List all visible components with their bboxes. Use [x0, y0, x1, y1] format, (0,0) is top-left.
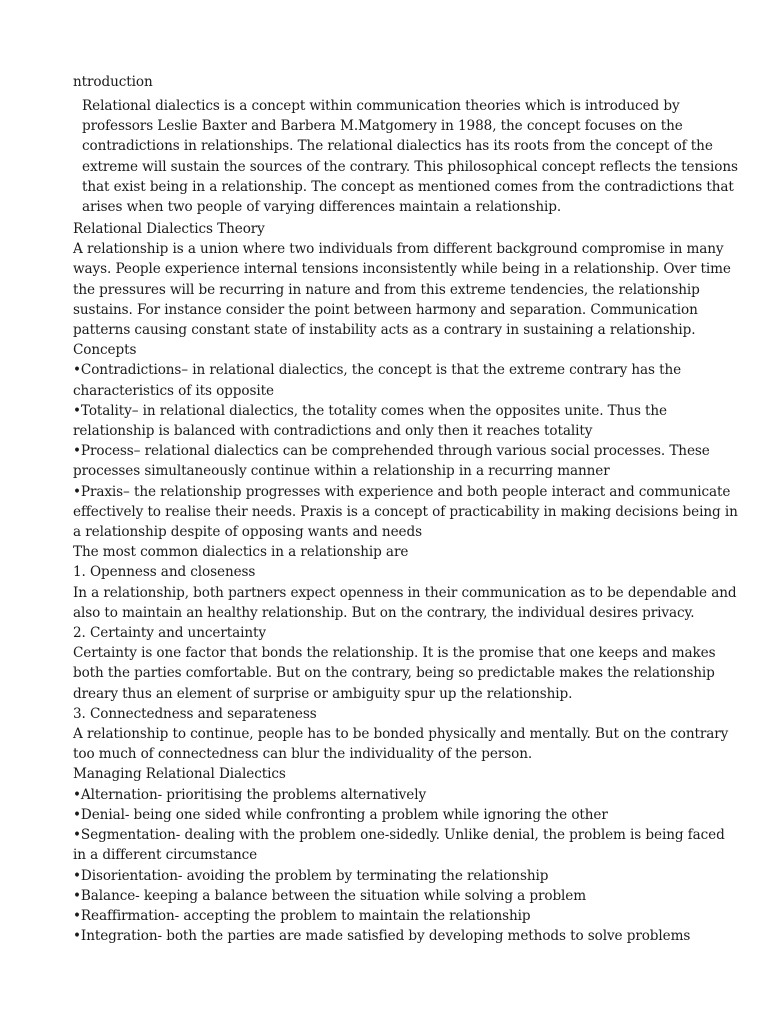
intro-line: contradictions in relationships. The relational dialectics has its roots from the concept of the [82, 138, 713, 155]
body-line: 2. Certainty and uncertainty [73, 625, 266, 642]
body-line: •Alternation- prioritising the problems alternatively [73, 786, 427, 803]
body-line: dreary thus an element of surprise or ambiguity spur up the relationship. [73, 685, 573, 702]
body-line: A relationship is a union where two individuals from different background compromise in many [73, 241, 724, 258]
body-line: relationship is balanced with contradictions and only then it reaches totality [73, 423, 593, 440]
body-line: effectively to realise their needs. Praxis is a concept of practicability in making decisions being in [73, 503, 738, 520]
intro-line: extreme will sustain the sources of the contrary. This philosophical concept reflects the tensions [82, 158, 738, 175]
intro-line: that exist being in a relationship. The concept as mentioned comes from the contradictions that [82, 178, 734, 195]
body-line: •Disorientation- avoiding the problem by terminating the relationship [73, 867, 549, 884]
body-line: In a relationship, both partners expect openness in their communication as to be dependable and [73, 584, 737, 601]
body-line: •Process– relational dialectics can be comprehended through various social processes. These [73, 443, 710, 460]
body-line: Certainty is one factor that bonds the relationship. It is the promise that one keeps and makes [73, 645, 716, 662]
body-line: A relationship to continue, people has to be bonded physically and mentally. But on the contrary [73, 726, 729, 743]
body-line: characteristics of its opposite [73, 382, 274, 399]
body-line: also to maintain an healthy relationship. But on the contrary, the individual desires privacy. [73, 604, 695, 621]
intro-line: Relational dialectics is a concept within communication theories which is introduced by [82, 98, 680, 114]
body-line: •Segmentation- dealing with the problem one-sidedly. Unlike denial, the problem is being faced [73, 827, 725, 844]
body-line: both the parties comfortable. But on the contrary, being so predictable makes the relationship [73, 665, 715, 682]
body-line: •Contradictions– in relational dialectics, the concept is that the extreme contrary has the [73, 362, 682, 379]
body-line: 3. Connectedness and separateness [73, 705, 317, 722]
body-line: Managing Relational Dialectics [73, 766, 286, 783]
body-line: sustains. For instance consider the point between harmony and separation. Communication [73, 301, 698, 318]
body-line: the pressures will be recurring in nature and from this extreme tendencies, the relationship [73, 281, 700, 298]
body-line: ways. People experience internal tensions inconsistently while being in a relationship. Over time [73, 261, 731, 278]
body-line: •Denial- being one sided while confronting a problem while ignoring the other [73, 806, 608, 823]
body-text [73, 219, 738, 946]
body-line: too much of connectedness can blur the individuality of the person. [73, 746, 533, 763]
body-line: a relationship despite of opposing wants and needs [73, 524, 422, 541]
body-line: in a different circumstance [73, 847, 258, 864]
intro-line: professors Leslie Baxter and Barbera M.Matgomery in 1988, the concept focuses on the [82, 118, 683, 135]
body-line: •Integration- both the parties are made satisfied by developing methods to solve problems [73, 928, 691, 945]
intro-paragraph [82, 96, 738, 217]
body-line: Concepts [73, 342, 137, 359]
body-line: •Reaffirmation- accepting the problem to maintain the relationship [73, 907, 531, 924]
body-line: The most common dialectics in a relationship are [73, 544, 409, 561]
body-line: processes simultaneously continue within a relationship in a recurring manner [73, 463, 610, 480]
body-line: patterns causing constant state of instability acts as a contrary in sustaining a relationship. [73, 322, 696, 339]
body-line: •Praxis– the relationship progresses with experience and both people interact and communicate [73, 483, 731, 500]
body-line: 1. Openness and closeness [73, 564, 256, 581]
body-line: Relational Dialectics Theory [73, 221, 265, 237]
intro-heading: ntroduction [73, 74, 153, 90]
body-line: •Balance- keeping a balance between the situation while solving a problem [73, 887, 587, 904]
body-line: •Totality– in relational dialectics, the totality comes when the opposites unite. Thus the [73, 402, 668, 419]
intro-line: arises when two people of varying differences maintain a relationship. [82, 199, 562, 216]
